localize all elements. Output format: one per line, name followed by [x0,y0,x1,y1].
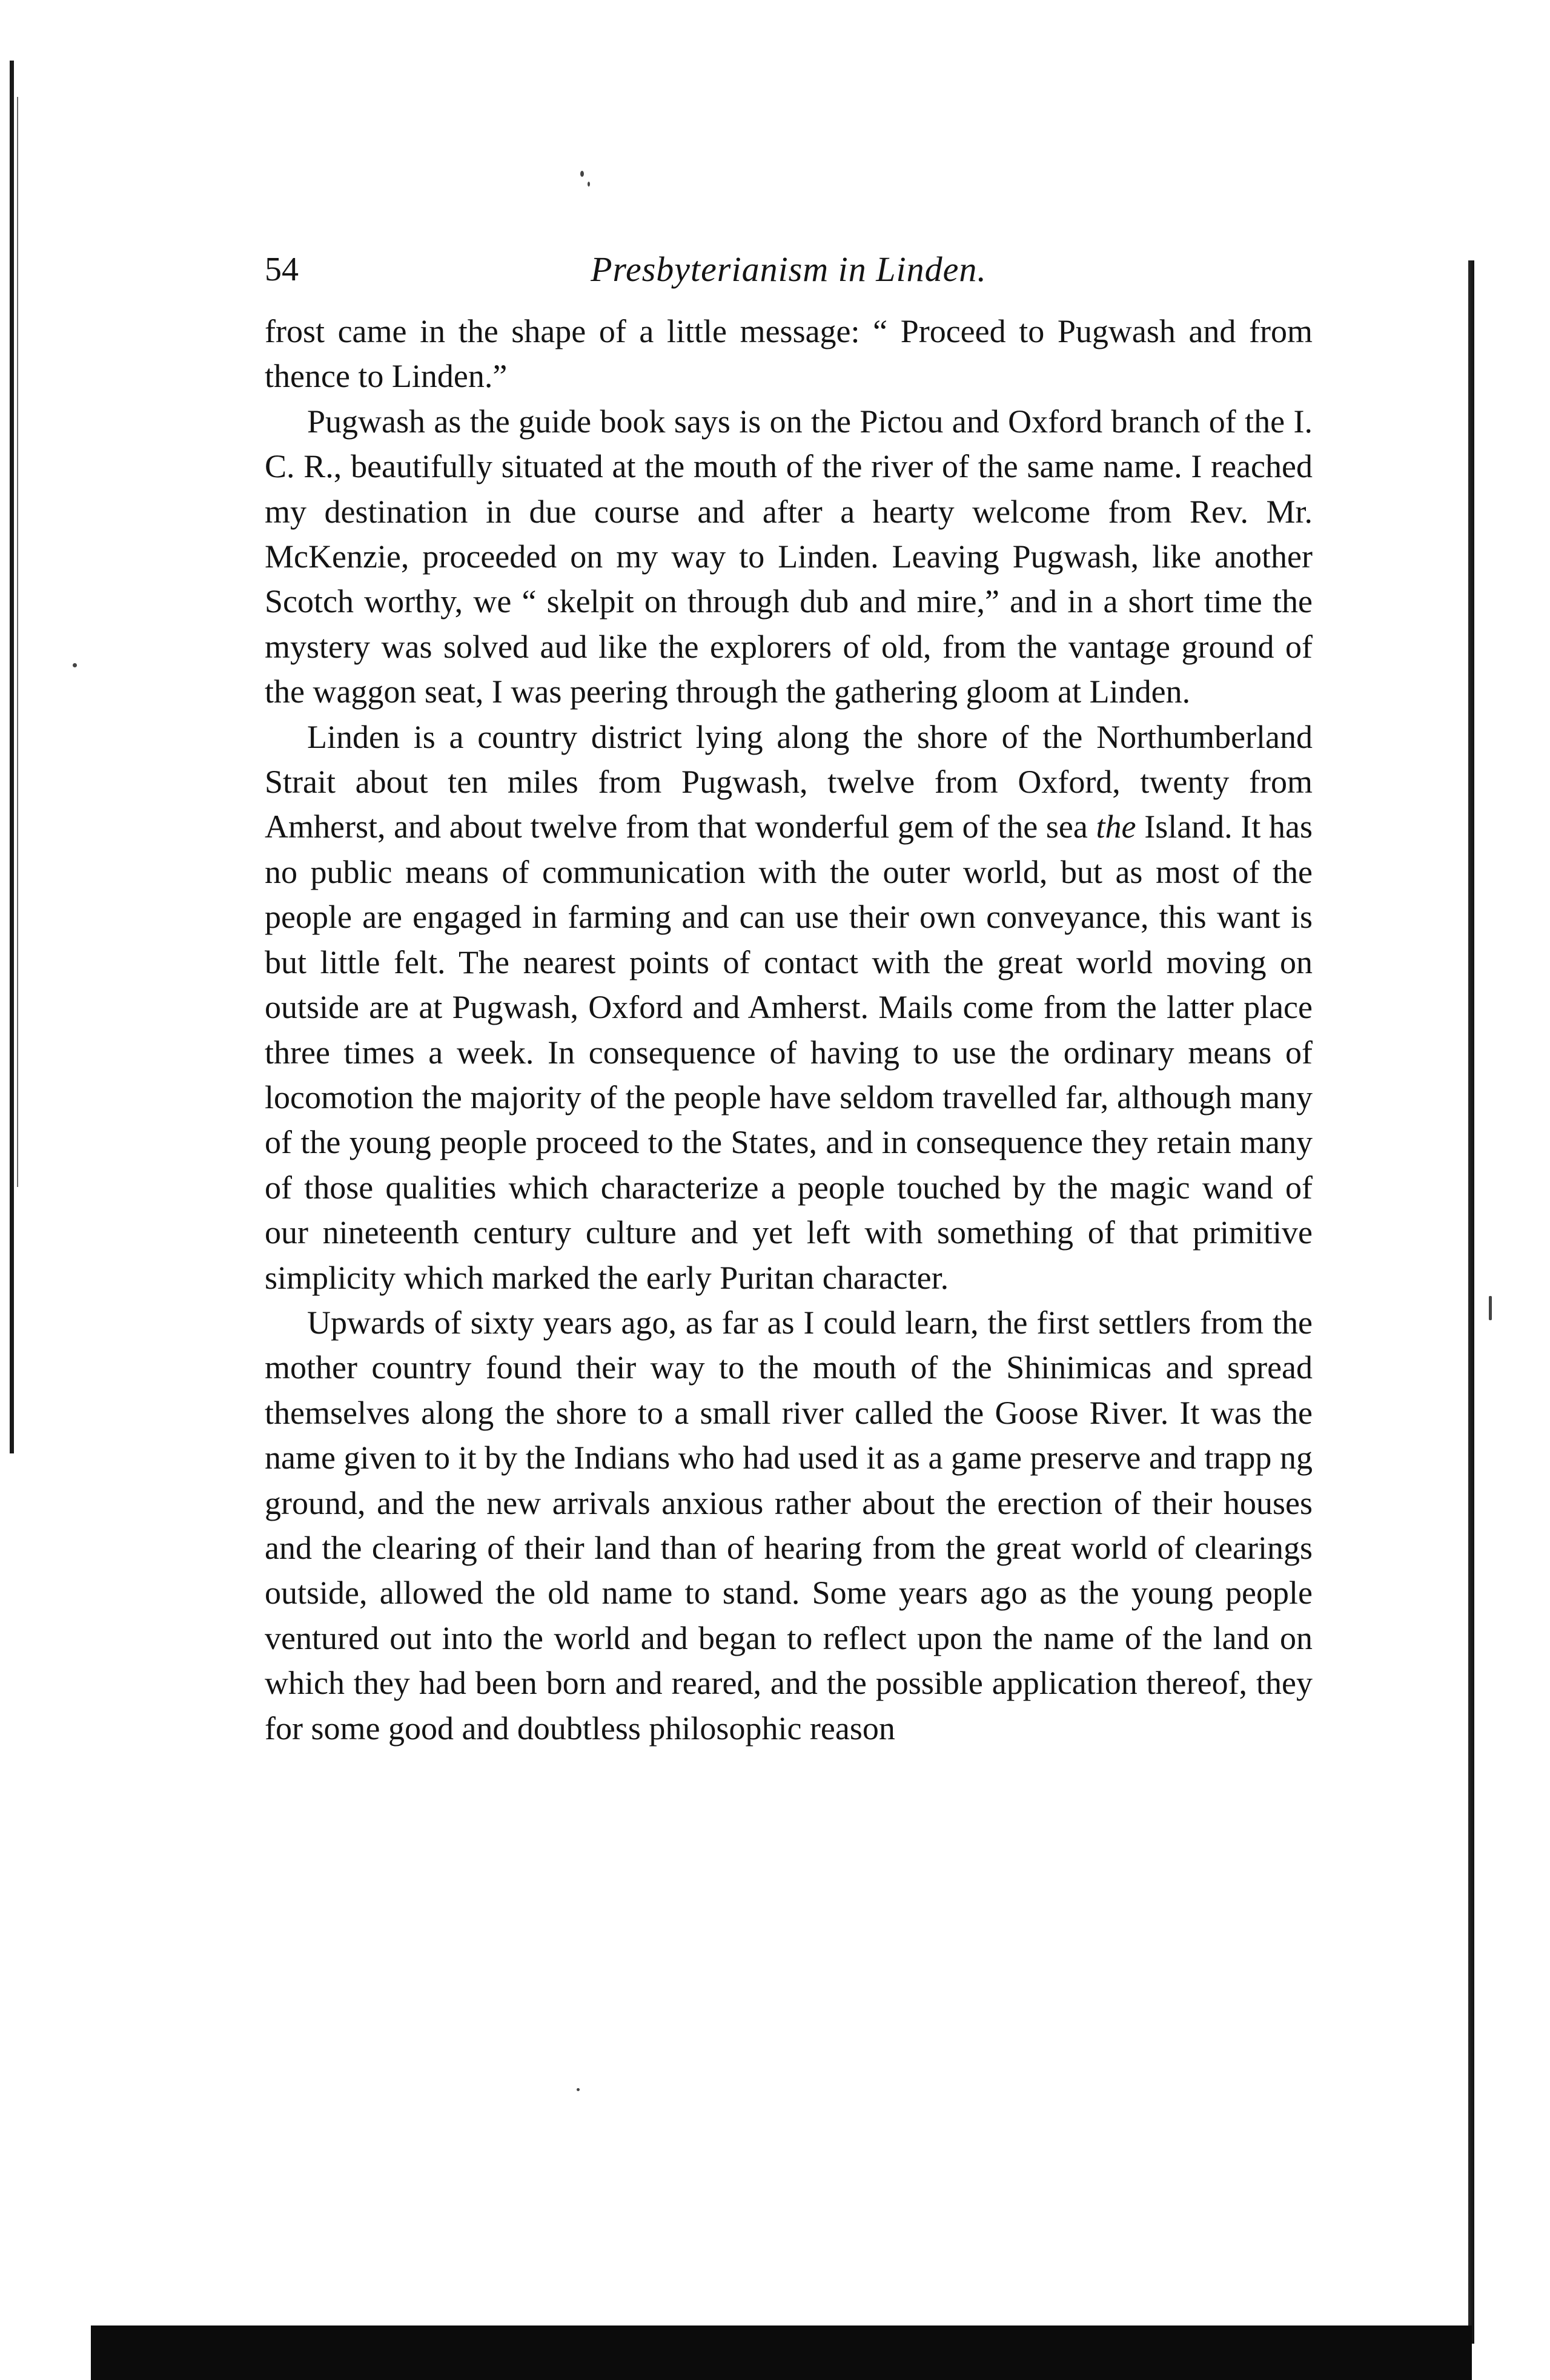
scan-bottom-bar [91,2325,1472,2380]
paragraph-4: Upwards of sixty years ago, as far as I could learn, the first settlers from the mother country found their way to the mouth of the Shinimicas and spread themselves along the shore to a small river called the Goose River. It was the name given to it by the Indians who had used it as a game preserve and trapp ng ground, and the new arrivals anxious rather about the erection of their houses and the clearing of their land than of hearing from the great world of clearings outside, allowed the old name to stand. Some years ago as the young people ventured out into the world and began to reflect upon the name of the land on which they had been born and reared, and the possible application thereof, they for some good and doubtless philosophic reason [265,1304,1313,1747]
paragraph-3-text-after: Island. It has no public means of communication with the outer world, but as most of the people are engaged in farming and can use their own conveyance, this want is but little felt. The nearest points of contact with the great world moving on outside are at Pugwash, Oxford and Amherst. Mails come from the latter place three times a week. In consequence of having to use the ordinary means of locomotion the majority of the people have seldom travelled far, although many of the young people proceed to the States, and in consequence they retain many of those qualities which characterize a people touched by the magic wand of our nineteenth century culture and yet left with something of that primitive simplicity which marked the early Puritan character. [265,808,1313,1296]
paragraph-3-emphasis: the [1096,808,1136,845]
paragraph-2: Pugwash as the guide book says is on the Pictou and Oxford branch of the I. C. R., beautifully situated at the mouth of the river of the same name. I reached my destination in due course and after a hearty welcome from Rev. Mr. McKenzie, proceeded on my way to Linden. Leaving Pugwash, like another Scotch worthy, we “ skelpit on through dub and mire,” and in a short time the mystery was solved aud like the explorers of old, from the vantage ground of the waggon seat, I was peering through the gathering gloom at Linden. [265,403,1313,710]
running-head [265,245,1313,294]
dust-speck [1489,1296,1492,1320]
paragraph-1: frost came in the shape of a little message: “ Proceed to Pugwash and from thence to Linden.” [265,313,1313,395]
body-text [265,309,1313,1751]
paragraph-3 [265,715,1313,1300]
dust-speck [588,182,590,187]
running-title: Presbyterianism in Linden. [591,250,987,289]
dust-speck [580,171,584,177]
scan-left-edge-thin [17,97,18,1187]
scan-left-edge [10,61,14,1453]
dust-speck [73,663,77,667]
dust-speck [577,2088,580,2091]
paragraph-3-text-before: Linden is a country district lying along the shore of the Northumberland Strait about ten miles from Pugwash, twelve from Oxford, twenty from Amherst, and about twelve from that wonderful gem of the sea [265,718,1313,845]
scan-right-edge [1468,260,1474,2344]
page-number: 54 [265,251,299,288]
